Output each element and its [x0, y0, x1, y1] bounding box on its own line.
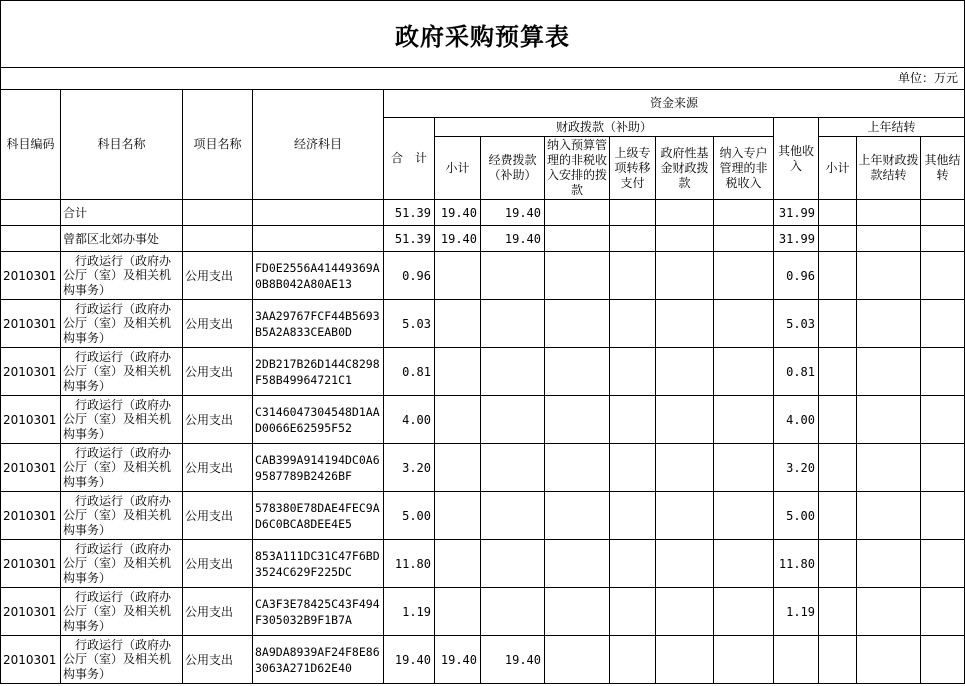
cell-other-carry — [921, 300, 965, 348]
table-row — [1, 492, 965, 540]
cell-expense-grant — [481, 492, 545, 540]
header-other-income: 其他收入 — [774, 118, 819, 200]
cell-subtotal: 19.40 — [435, 636, 481, 684]
cell-budget-mgmt-nontax — [545, 348, 610, 396]
cell-special-account-nontax — [714, 540, 774, 588]
cell-higher-special-transfer — [610, 396, 656, 444]
cell-economic-subject: CAB399A914194DC0A69587789B2426BF — [253, 444, 384, 492]
table-row — [1, 300, 965, 348]
cell-other-income — [774, 636, 819, 684]
cell-project-name: 公用支出 — [183, 540, 253, 588]
cell-other-income: 1.19 — [774, 588, 819, 636]
cell-subtotal — [435, 300, 481, 348]
cell-subject-name: 行政运行（政府办公厅（室）及相关机构事务） — [61, 636, 183, 684]
cell-project-name: 公用支出 — [183, 492, 253, 540]
cell-carry-subtotal — [819, 226, 857, 252]
header-higher-special-transfer: 上级专项转移支付 — [610, 137, 656, 200]
table-row — [1, 348, 965, 396]
header-budget-mgmt-nontax: 纳入预算管理的非税收入安排的拨款 — [545, 137, 610, 200]
cell-expense-grant — [481, 588, 545, 636]
cell-code: 2010301 — [1, 540, 61, 588]
cell-other-carry — [921, 252, 965, 300]
cell-code: 2010301 — [1, 492, 61, 540]
cell-budget-mgmt-nontax — [545, 226, 610, 252]
cell-total: 0.96 — [384, 252, 435, 300]
cell-carry-subtotal — [819, 444, 857, 492]
cell-carry-subtotal — [819, 348, 857, 396]
cell-code: 2010301 — [1, 348, 61, 396]
cell-expense-grant: 19.40 — [481, 200, 545, 226]
table-row — [1, 636, 965, 684]
cell-budget-mgmt-nontax — [545, 492, 610, 540]
cell-economic-subject: 2DB217B26D144C8298F58B49964721C1 — [253, 348, 384, 396]
cell-subtotal: 19.40 — [435, 226, 481, 252]
cell-total: 4.00 — [384, 396, 435, 444]
cell-higher-special-transfer — [610, 444, 656, 492]
table-row — [1, 200, 965, 226]
cell-economic-subject: 578380E78DAE4FEC9AD6C0BCA8DEE4E5 — [253, 492, 384, 540]
cell-other-carry — [921, 588, 965, 636]
cell-expense-grant — [481, 540, 545, 588]
header-subject-name: 科目名称 — [61, 90, 183, 200]
cell-total: 51.39 — [384, 226, 435, 252]
cell-other-income: 0.96 — [774, 252, 819, 300]
cell-code: 2010301 — [1, 252, 61, 300]
cell-higher-special-transfer — [610, 492, 656, 540]
cell-subject-name: 行政运行（政府办公厅（室）及相关机构事务） — [61, 300, 183, 348]
cell-subject-name: 行政运行（政府办公厅（室）及相关机构事务） — [61, 444, 183, 492]
cell-economic-subject: C3146047304548D1AAD0066E62595F52 — [253, 396, 384, 444]
cell-subtotal — [435, 396, 481, 444]
cell-other-carry — [921, 396, 965, 444]
cell-other-carry — [921, 444, 965, 492]
cell-total: 0.81 — [384, 348, 435, 396]
cell-code: 2010301 — [1, 636, 61, 684]
cell-code — [1, 200, 61, 226]
cell-carry-subtotal — [819, 636, 857, 684]
cell-project-name: 公用支出 — [183, 396, 253, 444]
cell-special-account-nontax — [714, 396, 774, 444]
cell-gov-fund-grant — [656, 252, 714, 300]
cell-special-account-nontax — [714, 300, 774, 348]
cell-gov-fund-grant — [656, 444, 714, 492]
cell-budget-mgmt-nontax — [545, 540, 610, 588]
cell-other-income: 4.00 — [774, 396, 819, 444]
cell-other-carry — [921, 200, 965, 226]
cell-subtotal — [435, 588, 481, 636]
header-prev-year-carryover: 上年结转 — [819, 118, 965, 137]
cell-special-account-nontax — [714, 252, 774, 300]
cell-other-income: 31.99 — [774, 200, 819, 226]
cell-subtotal — [435, 444, 481, 492]
cell-subtotal: 19.40 — [435, 200, 481, 226]
cell-carry-subtotal — [819, 588, 857, 636]
cell-subtotal — [435, 252, 481, 300]
unit-label: 单位：万元 — [0, 67, 965, 89]
cell-subject-name: 曾都区北郊办事处 — [61, 226, 183, 252]
cell-gov-fund-grant — [656, 636, 714, 684]
cell-gov-fund-grant — [656, 540, 714, 588]
cell-economic-subject: FD0E2556A41449369A0B8B042A80AE13 — [253, 252, 384, 300]
cell-higher-special-transfer — [610, 252, 656, 300]
cell-economic-subject — [253, 226, 384, 252]
cell-project-name: 公用支出 — [183, 348, 253, 396]
cell-expense-grant — [481, 348, 545, 396]
cell-expense-grant: 19.40 — [481, 636, 545, 684]
header-economic-subject: 经济科目 — [253, 90, 384, 200]
cell-prev-fiscal-carry — [857, 444, 921, 492]
cell-expense-grant — [481, 444, 545, 492]
cell-higher-special-transfer — [610, 348, 656, 396]
cell-carry-subtotal — [819, 492, 857, 540]
cell-higher-special-transfer — [610, 588, 656, 636]
header-fiscal-grant: 财政拨款（补助） — [435, 118, 774, 137]
cell-economic-subject: 853A111DC31C47F6BD3524C629F225DC — [253, 540, 384, 588]
table-row — [1, 540, 965, 588]
cell-carry-subtotal — [819, 200, 857, 226]
cell-prev-fiscal-carry — [857, 492, 921, 540]
cell-budget-mgmt-nontax — [545, 588, 610, 636]
cell-prev-fiscal-carry — [857, 200, 921, 226]
cell-prev-fiscal-carry — [857, 226, 921, 252]
cell-code: 2010301 — [1, 396, 61, 444]
cell-project-name: 公用支出 — [183, 636, 253, 684]
cell-subject-name: 行政运行（政府办公厅（室）及相关机构事务） — [61, 492, 183, 540]
cell-project-name: 公用支出 — [183, 252, 253, 300]
cell-gov-fund-grant — [656, 396, 714, 444]
cell-budget-mgmt-nontax — [545, 300, 610, 348]
cell-higher-special-transfer — [610, 636, 656, 684]
cell-other-carry — [921, 348, 965, 396]
cell-code: 2010301 — [1, 300, 61, 348]
cell-carry-subtotal — [819, 540, 857, 588]
cell-special-account-nontax — [714, 492, 774, 540]
header-subtotal: 小计 — [435, 137, 481, 200]
cell-carry-subtotal — [819, 300, 857, 348]
cell-subtotal — [435, 492, 481, 540]
header-total: 合 计 — [384, 118, 435, 200]
header-prev-fiscal-carry: 上年财政拨款结转 — [857, 137, 921, 200]
cell-special-account-nontax — [714, 226, 774, 252]
cell-budget-mgmt-nontax — [545, 200, 610, 226]
cell-project-name — [183, 226, 253, 252]
table-row — [1, 396, 965, 444]
cell-code — [1, 226, 61, 252]
cell-other-carry — [921, 540, 965, 588]
cell-special-account-nontax — [714, 588, 774, 636]
cell-budget-mgmt-nontax — [545, 396, 610, 444]
cell-special-account-nontax — [714, 444, 774, 492]
cell-expense-grant — [481, 252, 545, 300]
cell-prev-fiscal-carry — [857, 252, 921, 300]
cell-subject-name: 行政运行（政府办公厅（室）及相关机构事务） — [61, 252, 183, 300]
cell-higher-special-transfer — [610, 226, 656, 252]
cell-subtotal — [435, 348, 481, 396]
table-row — [1, 252, 965, 300]
cell-prev-fiscal-carry — [857, 588, 921, 636]
cell-prev-fiscal-carry — [857, 540, 921, 588]
header-other-carry: 其他结转 — [921, 137, 965, 200]
cell-special-account-nontax — [714, 636, 774, 684]
cell-total: 5.03 — [384, 300, 435, 348]
cell-total: 19.40 — [384, 636, 435, 684]
cell-project-name: 公用支出 — [183, 444, 253, 492]
cell-budget-mgmt-nontax — [545, 636, 610, 684]
cell-economic-subject: 3AA29767FCF44B5693B5A2A833CEAB0D — [253, 300, 384, 348]
cell-subject-name: 行政运行（政府办公厅（室）及相关机构事务） — [61, 588, 183, 636]
table-row — [1, 226, 965, 252]
cell-subject-name: 行政运行（政府办公厅（室）及相关机构事务） — [61, 348, 183, 396]
cell-carry-subtotal — [819, 396, 857, 444]
cell-other-carry — [921, 226, 965, 252]
cell-total: 3.20 — [384, 444, 435, 492]
cell-higher-special-transfer — [610, 540, 656, 588]
page-title: 政府采购预算表 — [0, 0, 965, 68]
header-funding-source: 资金来源 — [384, 90, 965, 118]
cell-total: 11.80 — [384, 540, 435, 588]
cell-expense-grant: 19.40 — [481, 226, 545, 252]
cell-gov-fund-grant — [656, 492, 714, 540]
cell-project-name — [183, 200, 253, 226]
cell-prev-fiscal-carry — [857, 636, 921, 684]
table-row — [1, 588, 965, 636]
cell-project-name: 公用支出 — [183, 588, 253, 636]
cell-total: 1.19 — [384, 588, 435, 636]
header-project-name: 项目名称 — [183, 90, 253, 200]
cell-gov-fund-grant — [656, 300, 714, 348]
header-expense-grant: 经费拨款（补助） — [481, 137, 545, 200]
cell-other-income: 0.81 — [774, 348, 819, 396]
table-row — [1, 444, 965, 492]
cell-other-income: 3.20 — [774, 444, 819, 492]
cell-expense-grant — [481, 300, 545, 348]
header-special-account-nontax: 纳入专户管理的非税收入 — [714, 137, 774, 200]
cell-subject-name: 行政运行（政府办公厅（室）及相关机构事务） — [61, 540, 183, 588]
cell-other-carry — [921, 492, 965, 540]
cell-higher-special-transfer — [610, 200, 656, 226]
cell-economic-subject — [253, 200, 384, 226]
cell-economic-subject: CA3F3E78425C43F494F305032B9F1B7A — [253, 588, 384, 636]
cell-prev-fiscal-carry — [857, 348, 921, 396]
cell-gov-fund-grant — [656, 226, 714, 252]
cell-project-name: 公用支出 — [183, 300, 253, 348]
cell-gov-fund-grant — [656, 200, 714, 226]
cell-carry-subtotal — [819, 252, 857, 300]
cell-special-account-nontax — [714, 200, 774, 226]
cell-other-income: 5.00 — [774, 492, 819, 540]
budget-table — [0, 89, 965, 684]
cell-budget-mgmt-nontax — [545, 252, 610, 300]
cell-prev-fiscal-carry — [857, 300, 921, 348]
cell-total: 5.00 — [384, 492, 435, 540]
header-carry-subtotal: 小计 — [819, 137, 857, 200]
cell-code: 2010301 — [1, 444, 61, 492]
cell-subject-name: 行政运行（政府办公厅（室）及相关机构事务） — [61, 396, 183, 444]
cell-higher-special-transfer — [610, 300, 656, 348]
cell-other-carry — [921, 636, 965, 684]
header-gov-fund-grant: 政府性基金财政拨款 — [656, 137, 714, 200]
cell-other-income: 5.03 — [774, 300, 819, 348]
cell-subject-name: 合计 — [61, 200, 183, 226]
cell-subtotal — [435, 540, 481, 588]
cell-gov-fund-grant — [656, 348, 714, 396]
cell-budget-mgmt-nontax — [545, 444, 610, 492]
cell-code: 2010301 — [1, 588, 61, 636]
cell-total: 51.39 — [384, 200, 435, 226]
cell-expense-grant — [481, 396, 545, 444]
cell-gov-fund-grant — [656, 588, 714, 636]
cell-prev-fiscal-carry — [857, 396, 921, 444]
cell-other-income: 11.80 — [774, 540, 819, 588]
cell-economic-subject: 8A9DA8939AF24F8E863063A271D62E40 — [253, 636, 384, 684]
cell-special-account-nontax — [714, 348, 774, 396]
header-code: 科目编码 — [1, 90, 61, 200]
cell-other-income: 31.99 — [774, 226, 819, 252]
